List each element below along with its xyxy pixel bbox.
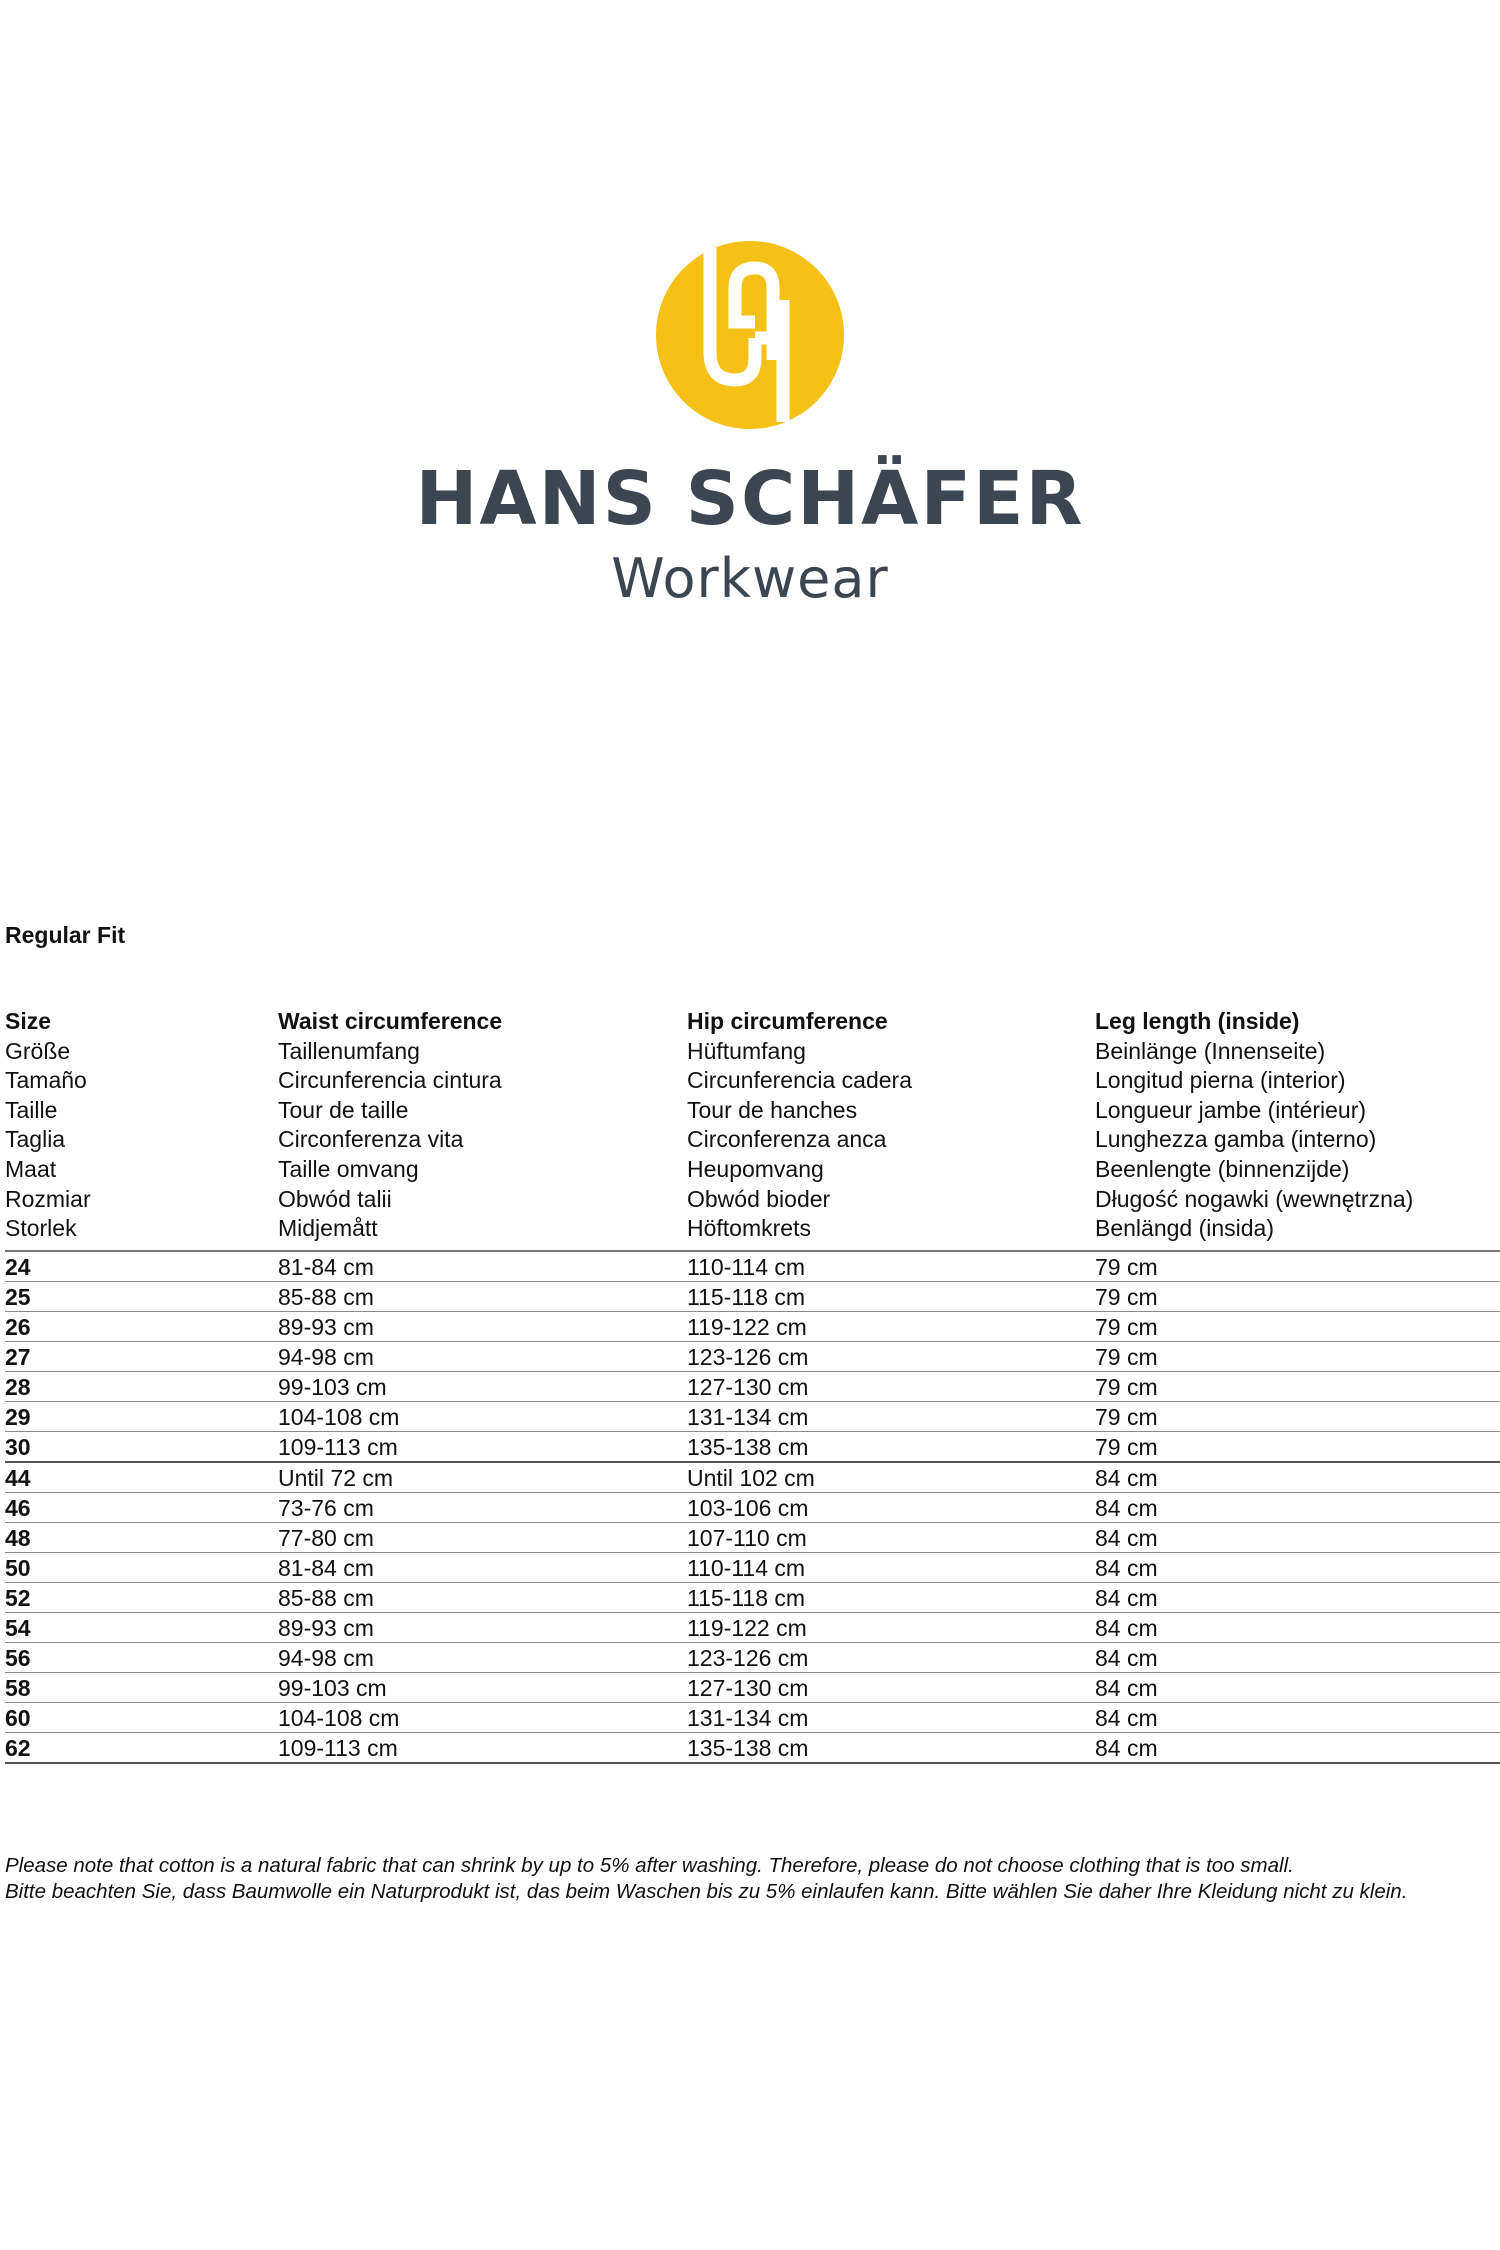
- size-cell: 27: [5, 1343, 31, 1370]
- header-row: [5, 1007, 1500, 1037]
- size-cell: 46: [5, 1494, 31, 1521]
- size-cell: 62: [5, 1734, 31, 1761]
- size-cell: 29: [5, 1403, 31, 1430]
- note-english: Please note that cotton is a natural fabric that can shrink by up to 5% after washing. Therefore, please do not choose clothing that is too small.: [5, 1854, 1294, 1877]
- header-cell: Benlängd (insida): [1095, 1215, 1275, 1242]
- header-cell: Taillenumfang: [278, 1037, 420, 1064]
- header-cell: Beinlänge (Innenseite): [1095, 1037, 1326, 1064]
- header-cell: Maat: [5, 1155, 57, 1182]
- table-cell: 119-122 cm: [687, 1313, 807, 1340]
- table-cell: 135-138 cm: [687, 1433, 809, 1460]
- table-cell: 99-103 cm: [278, 1674, 387, 1701]
- table-cell: 123-126 cm: [687, 1644, 809, 1671]
- table-row: [5, 1643, 1500, 1673]
- size-cell: 50: [5, 1554, 31, 1581]
- size-cell: 44: [5, 1464, 31, 1491]
- table-cell: 127-130 cm: [687, 1674, 809, 1701]
- table-cell: 79 cm: [1095, 1403, 1158, 1430]
- header-cell: Rozmiar: [5, 1185, 91, 1212]
- header-row: [5, 1155, 1500, 1185]
- header-cell: Tour de taille: [278, 1096, 409, 1123]
- table-cell: 110-114 cm: [687, 1554, 806, 1581]
- table-row: [5, 1252, 1500, 1282]
- table-row: [5, 1372, 1500, 1402]
- table-cell: 103-106 cm: [687, 1494, 809, 1521]
- size-cell: 30: [5, 1433, 31, 1460]
- table-cell: 94-98 cm: [278, 1644, 374, 1671]
- table-cell: Until 72 cm: [278, 1464, 394, 1491]
- header-cell: Longueur jambe (intérieur): [1095, 1096, 1367, 1123]
- table-row: [5, 1703, 1500, 1733]
- table-cell: 119-122 cm: [687, 1614, 807, 1641]
- table-cell: 115-118 cm: [687, 1283, 806, 1310]
- table-row: [5, 1523, 1500, 1553]
- header-cell: Größe: [5, 1037, 71, 1064]
- table-cell: 84 cm: [1095, 1644, 1158, 1671]
- brand-logo: [0, 240, 1500, 610]
- table-cell: 73-76 cm: [278, 1494, 374, 1521]
- size-cell: 52: [5, 1584, 31, 1611]
- table-cell: 79 cm: [1095, 1433, 1158, 1460]
- size-cell: 56: [5, 1644, 31, 1671]
- header-cell: Tamaño: [5, 1067, 87, 1094]
- fit-title: Regular Fit: [5, 922, 126, 948]
- header-row: [5, 1214, 1500, 1244]
- header-cell: Leg length (inside): [1095, 1008, 1300, 1034]
- header-row: [5, 1037, 1500, 1067]
- table-cell: 84 cm: [1095, 1674, 1158, 1701]
- table-cell: 127-130 cm: [687, 1373, 809, 1400]
- header-cell: Circunferencia cadera: [687, 1067, 913, 1094]
- table-cell: 94-98 cm: [278, 1343, 374, 1370]
- header-cell: Beenlengte (binnenzijde): [1095, 1155, 1350, 1182]
- size-table: [5, 1007, 1500, 1764]
- table-cell: 89-93 cm: [278, 1614, 374, 1641]
- table-cell: 135-138 cm: [687, 1734, 809, 1761]
- table-row: [5, 1342, 1500, 1372]
- table-cell: 84 cm: [1095, 1554, 1158, 1581]
- size-cell: 26: [5, 1313, 31, 1340]
- table-row: [5, 1493, 1500, 1523]
- table-cell: 123-126 cm: [687, 1343, 809, 1370]
- size-cell: 28: [5, 1373, 31, 1400]
- size-cell: 24: [5, 1253, 31, 1280]
- header-cell: Hüftumfang: [687, 1037, 806, 1064]
- table-cell: 84 cm: [1095, 1584, 1158, 1611]
- table-row: [5, 1432, 1500, 1463]
- table-cell: 77-80 cm: [278, 1524, 374, 1551]
- header-row: [5, 1125, 1500, 1155]
- table-cell: 115-118 cm: [687, 1584, 806, 1611]
- table-cell: 84 cm: [1095, 1494, 1158, 1521]
- header-cell: Waist circumference: [278, 1008, 503, 1034]
- table-cell: 79 cm: [1095, 1283, 1158, 1310]
- header-cell: Obwód talii: [278, 1185, 392, 1212]
- table-cell: 79 cm: [1095, 1313, 1158, 1340]
- size-cell: 48: [5, 1524, 31, 1551]
- header-row: [5, 1096, 1500, 1126]
- table-header: [5, 1007, 1500, 1252]
- header-cell: Circonferenza vita: [278, 1126, 464, 1153]
- header-cell: Circunferencia cintura: [278, 1067, 502, 1094]
- header-cell: Circonferenza anca: [687, 1126, 887, 1153]
- header-cell: Hip circumference: [687, 1008, 888, 1034]
- header-row: [5, 1066, 1500, 1096]
- brand-subtitle: Workwear: [611, 547, 889, 610]
- size-cell: 58: [5, 1674, 31, 1701]
- table-body: [5, 1252, 1500, 1764]
- table-cell: 81-84 cm: [278, 1253, 374, 1280]
- header-cell: Obwód bioder: [687, 1185, 831, 1212]
- table-cell: 79 cm: [1095, 1373, 1158, 1400]
- header-cell: Storlek: [5, 1215, 77, 1242]
- table-cell: 84 cm: [1095, 1464, 1158, 1491]
- table-cell: 104-108 cm: [278, 1704, 400, 1731]
- table-row: [5, 1312, 1500, 1342]
- table-cell: 131-134 cm: [687, 1704, 809, 1731]
- note-german: Bitte beachten Sie, dass Baumwolle ein Naturprodukt ist, das beim Waschen bis zu 5% einlaufen kann. Bitte wählen Sie daher Ihre Kleidung nicht zu klein.: [5, 1880, 1408, 1903]
- header-cell: Heupomvang: [687, 1155, 824, 1182]
- table-row: [5, 1402, 1500, 1432]
- header-cell: Taille omvang: [278, 1155, 419, 1182]
- header-cell: Size: [5, 1008, 52, 1034]
- brand-emblem-icon: [655, 240, 845, 430]
- table-row: [5, 1673, 1500, 1703]
- table-cell: 104-108 cm: [278, 1403, 400, 1430]
- table-row: [5, 1613, 1500, 1643]
- table-row: [5, 1553, 1500, 1583]
- size-cell: 60: [5, 1704, 31, 1731]
- table-cell: 85-88 cm: [278, 1283, 374, 1310]
- table-cell: 110-114 cm: [687, 1253, 806, 1280]
- header-cell: Długość nogawki (wewnętrzna): [1095, 1185, 1414, 1212]
- size-cell: 54: [5, 1614, 31, 1641]
- table-cell: 131-134 cm: [687, 1403, 809, 1430]
- table-cell: 79 cm: [1095, 1253, 1158, 1280]
- header-cell: Taille: [5, 1096, 58, 1123]
- table-cell: 84 cm: [1095, 1524, 1158, 1551]
- header-row: [5, 1185, 1500, 1215]
- table-row: [5, 1463, 1500, 1493]
- header-cell: Höftomkrets: [687, 1215, 811, 1242]
- table-cell: 109-113 cm: [278, 1433, 398, 1460]
- header-cell: Taglia: [5, 1126, 66, 1153]
- header-cell: Midjemått: [278, 1215, 378, 1242]
- size-cell: 25: [5, 1283, 31, 1310]
- table-cell: 84 cm: [1095, 1734, 1158, 1761]
- table-cell: 81-84 cm: [278, 1554, 374, 1581]
- table-cell: 84 cm: [1095, 1704, 1158, 1731]
- table-cell: 99-103 cm: [278, 1373, 387, 1400]
- table-cell: 84 cm: [1095, 1614, 1158, 1641]
- table-cell: 107-110 cm: [687, 1524, 807, 1551]
- table-row: [5, 1583, 1500, 1613]
- table-cell: 85-88 cm: [278, 1584, 374, 1611]
- header-cell: Lunghezza gamba (interno): [1095, 1126, 1377, 1153]
- table-row: [5, 1282, 1500, 1312]
- notes: [5, 1853, 1500, 1905]
- table-cell: 89-93 cm: [278, 1313, 374, 1340]
- table-cell: Until 102 cm: [687, 1464, 815, 1491]
- table-cell: 79 cm: [1095, 1343, 1158, 1370]
- table-cell: 109-113 cm: [278, 1734, 398, 1761]
- header-cell: Tour de hanches: [687, 1096, 858, 1123]
- brand-name: HANS SCHÄFER: [415, 456, 1085, 542]
- header-cell: Longitud pierna (interior): [1095, 1067, 1346, 1094]
- table-row: [5, 1733, 1500, 1764]
